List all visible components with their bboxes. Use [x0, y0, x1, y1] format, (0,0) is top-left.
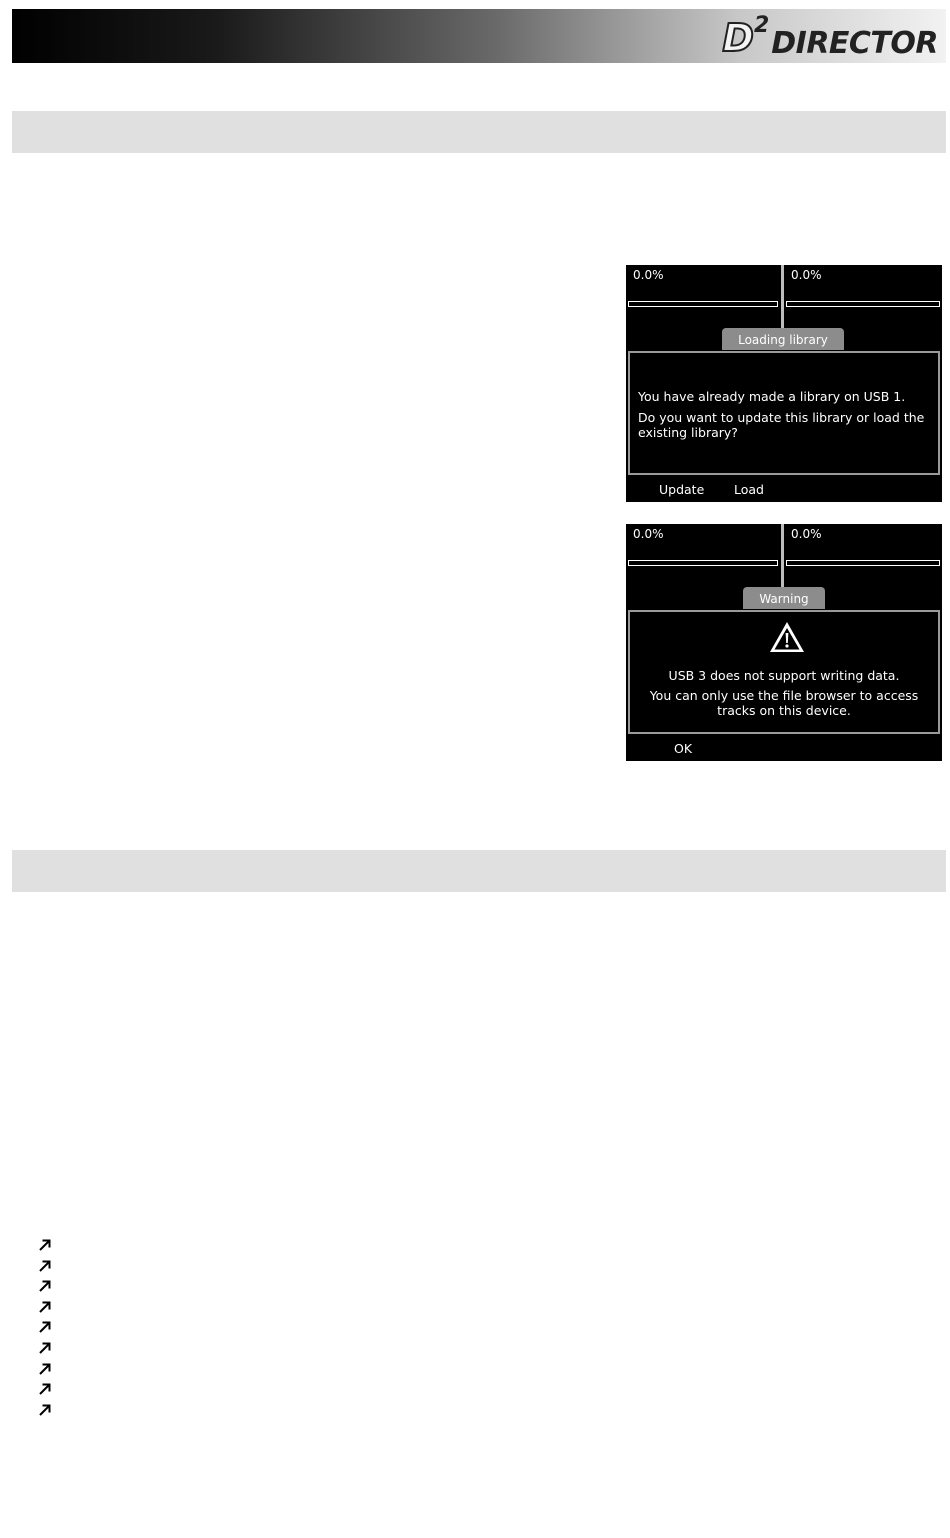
- deck-percent: 0.0%: [791, 268, 822, 282]
- softkey-bar: [626, 737, 942, 761]
- dialog-title-tab: Warning: [743, 587, 825, 609]
- dialog-message-line: You can only use the file browser to access: [649, 688, 919, 703]
- arrow-up-right-icon: [38, 1238, 52, 1252]
- dialog-message-box: [628, 351, 940, 475]
- arrow-up-right-icon: [38, 1300, 52, 1314]
- arrow-up-right-icon: [38, 1382, 52, 1396]
- deck-percent: 0.0%: [633, 268, 664, 282]
- deck-percent: 0.0%: [791, 527, 822, 541]
- softkey-bar: [626, 478, 942, 502]
- arrow-up-right-icon: [38, 1259, 52, 1273]
- section-header-band: [12, 111, 946, 153]
- dialog-message-line: tracks on this device.: [717, 703, 851, 718]
- deck-progress-bar: [628, 560, 778, 566]
- dialog-message-line: Do you want to update this library or load the: [638, 410, 925, 425]
- dialog-message-line: You have already made a library on USB 1.: [638, 389, 906, 404]
- d2-director-logo: [722, 13, 938, 61]
- dialog-message-box: [628, 610, 940, 734]
- deck-percent: 0.0%: [633, 527, 664, 541]
- device-screen-warning: [626, 524, 942, 761]
- section-header-band: [12, 850, 946, 892]
- header-bar: [12, 9, 946, 63]
- dialog-message-line: existing library?: [638, 425, 738, 440]
- deck-progress-bar: [786, 301, 940, 307]
- logo-letter: D: [722, 16, 753, 60]
- logo-word: DIRECTOR: [771, 26, 938, 61]
- update-softkey[interactable]: Update: [659, 482, 705, 497]
- load-softkey[interactable]: Load: [734, 482, 764, 497]
- arrow-up-right-icon: [38, 1403, 52, 1417]
- ok-softkey[interactable]: OK: [674, 741, 693, 756]
- deck-progress-bar: [786, 560, 940, 566]
- arrow-up-right-icon: [38, 1362, 52, 1376]
- arrow-up-right-icon: [38, 1320, 52, 1334]
- logo-superscript: 2: [753, 13, 770, 38]
- arrow-up-right-icon: [38, 1279, 52, 1293]
- dialog-title-tab: Loading library: [722, 328, 844, 350]
- device-screen-loading-library: [626, 265, 942, 502]
- arrow-up-right-icon: [38, 1341, 52, 1355]
- dialog-message-line: USB 3 does not support writing data.: [668, 668, 900, 683]
- warning-triangle-icon: [768, 620, 806, 654]
- deck-progress-bar: [628, 301, 778, 307]
